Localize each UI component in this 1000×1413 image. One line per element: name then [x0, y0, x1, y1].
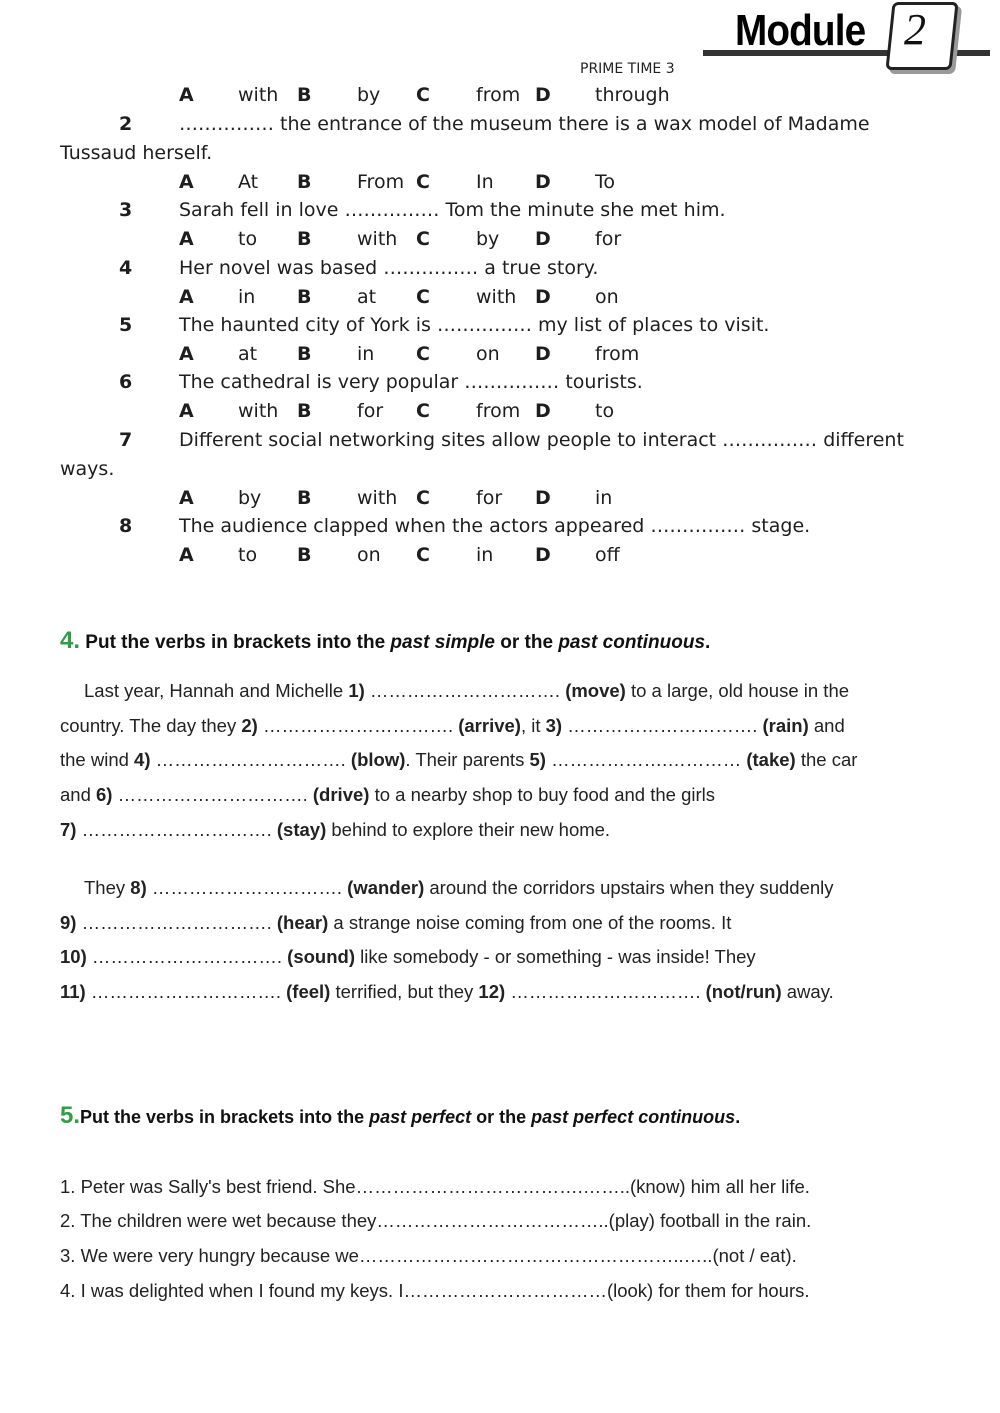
answer-blank[interactable]: ………………………….: [262, 715, 454, 736]
question-text: The audience clapped when the actors appeared …………… stage.: [179, 515, 811, 537]
option-word[interactable]: At: [238, 171, 259, 193]
option-letter: C: [416, 286, 430, 308]
option-word[interactable]: in: [595, 487, 613, 509]
exercise-4-line: 11) …………………………. (feel) terrified, but they 12) …………………………. (not/run) away.: [60, 981, 834, 1002]
exercise-4-line: the wind 4) …………………………. (blow). Their parents 5) ……………….………… (take) the car: [60, 749, 858, 770]
option-word[interactable]: in: [238, 286, 256, 308]
option-word[interactable]: at: [357, 286, 377, 308]
question-text: Sarah fell in love …………… Tom the minute she met him.: [179, 199, 726, 221]
option-word[interactable]: from: [476, 400, 521, 422]
option-word[interactable]: to: [595, 400, 615, 422]
answer-blank[interactable]: ………………………….: [91, 946, 283, 967]
question-text: The cathedral is very popular …………… tourists.: [179, 371, 643, 393]
option-word[interactable]: on: [595, 286, 619, 308]
question-number: 5: [119, 314, 133, 336]
module-title: Module: [735, 6, 866, 55]
question-number: 3: [119, 199, 133, 221]
question-text-continued: Tussaud herself.: [60, 142, 213, 164]
option-word[interactable]: at: [238, 343, 258, 365]
option-word[interactable]: for: [357, 400, 384, 422]
exercise-4-line: 10) …………………………. (sound) like somebody - or something - was inside! They: [60, 946, 756, 967]
question-number: 4: [119, 257, 133, 279]
option-word[interactable]: in: [476, 544, 494, 566]
option-letter: D: [535, 228, 551, 250]
option-letter: B: [297, 286, 312, 308]
exercise-4-title: 4. Put the verbs in brackets into the past simple or the past continuous.: [60, 627, 711, 654]
option-word[interactable]: To: [595, 171, 616, 193]
option-letter: C: [416, 84, 430, 106]
option-letter: C: [416, 487, 430, 509]
module-number: 2: [904, 5, 926, 54]
option-letter: B: [297, 171, 312, 193]
option-letter: B: [297, 544, 312, 566]
option-word[interactable]: on: [476, 343, 500, 365]
answer-blank[interactable]: ………………………….: [90, 981, 281, 1002]
option-word[interactable]: with: [476, 286, 517, 308]
option-letter: D: [535, 286, 551, 308]
option-word[interactable]: with: [238, 400, 279, 422]
option-word[interactable]: From: [357, 171, 405, 193]
option-letter: C: [416, 171, 430, 193]
option-letter: A: [179, 84, 194, 106]
question-text: Her novel was based …………… a true story.: [179, 257, 599, 279]
option-word[interactable]: to: [238, 228, 258, 250]
question-text-continued: ways.: [60, 458, 115, 480]
answer-blank[interactable]: ………………………….: [151, 877, 343, 898]
option-word[interactable]: for: [476, 487, 503, 509]
option-letter: C: [416, 343, 430, 365]
exercise-4-line: 9) …………………………. (hear) a strange noise coming from one of the rooms. It: [60, 912, 732, 933]
option-letter: B: [297, 228, 312, 250]
option-letter: A: [179, 487, 194, 509]
answer-blank[interactable]: ……………….…………: [551, 749, 742, 770]
option-word[interactable]: by: [238, 487, 262, 509]
option-word[interactable]: In: [476, 171, 494, 193]
option-letter: D: [535, 171, 551, 193]
exercise-5-sentence[interactable]: 1. Peter was Sally's best friend. She……………………………….……..(know) him all her life.: [60, 1176, 810, 1197]
answer-blank[interactable]: ………………………….: [567, 715, 758, 736]
exercise-4-line: Last year, Hannah and Michelle 1) …………………………. (move) to a large, old house in the: [84, 680, 850, 701]
exercise-5-sentence[interactable]: 3. We were very hungry because we……………………………………………..…..(not / eat).: [60, 1245, 797, 1266]
answer-blank[interactable]: ………………………….: [117, 784, 308, 805]
option-letter: B: [297, 343, 312, 365]
option-letter: A: [179, 343, 194, 365]
option-letter: B: [297, 84, 312, 106]
option-letter: A: [179, 544, 194, 566]
exercise-5-sentence[interactable]: 2. The children were wet because they………………………………..(play) football in the rain.: [60, 1210, 812, 1231]
option-letter: A: [179, 286, 194, 308]
option-word[interactable]: for: [595, 228, 622, 250]
option-letter: C: [416, 544, 430, 566]
option-word[interactable]: with: [357, 487, 398, 509]
option-word[interactable]: from: [476, 84, 521, 106]
option-word[interactable]: in: [357, 343, 375, 365]
exercise-4-number: 4.: [60, 627, 81, 654]
option-word[interactable]: with: [238, 84, 279, 106]
exercise-4-line: country. The day they 2) …………………………. (arrive), it 3) …………………………. (rain) and: [60, 715, 845, 736]
exercise-4-line: 7) …………………………. (stay) behind to explore their new home.: [60, 819, 611, 840]
option-letter: C: [416, 400, 430, 422]
option-word[interactable]: to: [238, 544, 258, 566]
exercise-4-line: and 6) …………………………. (drive) to a nearby shop to buy food and the girls: [60, 784, 716, 805]
option-letter: A: [179, 400, 194, 422]
option-letter: A: [179, 171, 194, 193]
option-letter: D: [535, 487, 551, 509]
answer-blank[interactable]: ………………………….: [81, 912, 272, 933]
answer-blank[interactable]: ………………………….: [369, 680, 561, 701]
question-text: The haunted city of York is …………… my list of places to visit.: [179, 314, 770, 336]
exercise-5-title: 5.Put the verbs in brackets into the past perfect or the past perfect continuous.: [60, 1102, 741, 1129]
option-letter: B: [297, 487, 312, 509]
exercise-5-sentence[interactable]: 4. I was delighted when I found my keys. I……………………………(look) for them for hours.: [60, 1280, 810, 1301]
book-subtitle: PRIME TIME 3: [580, 61, 675, 77]
question-number: 8: [119, 515, 133, 537]
option-word[interactable]: by: [357, 84, 381, 106]
option-letter: D: [535, 343, 551, 365]
option-word[interactable]: through: [595, 84, 670, 106]
option-letter: A: [179, 228, 194, 250]
option-letter: C: [416, 228, 430, 250]
option-word[interactable]: off: [595, 544, 620, 566]
question-number: 2: [119, 113, 133, 135]
question-text: …………… the entrance of the museum there is a wax model of Madame: [179, 113, 870, 135]
question-number: 7: [119, 429, 133, 451]
option-letter: D: [535, 400, 551, 422]
question-text: Different social networking sites allow people to interact …………… different: [179, 429, 904, 451]
exercise-5-number: 5.: [60, 1102, 81, 1129]
exercise-4-line: They 8) …………………………. (wander) around the corridors upstairs when they suddenly: [84, 877, 834, 898]
option-word[interactable]: on: [357, 544, 381, 566]
answer-blank[interactable]: ………………………….: [81, 819, 272, 840]
option-word[interactable]: by: [476, 228, 500, 250]
option-word[interactable]: with: [357, 228, 398, 250]
answer-blank[interactable]: ………………………….: [155, 749, 346, 770]
option-word[interactable]: from: [595, 343, 640, 365]
option-letter: B: [297, 400, 312, 422]
answer-blank[interactable]: ………………………….: [510, 981, 701, 1002]
option-letter: D: [535, 84, 551, 106]
question-number: 6: [119, 371, 133, 393]
option-letter: D: [535, 544, 551, 566]
